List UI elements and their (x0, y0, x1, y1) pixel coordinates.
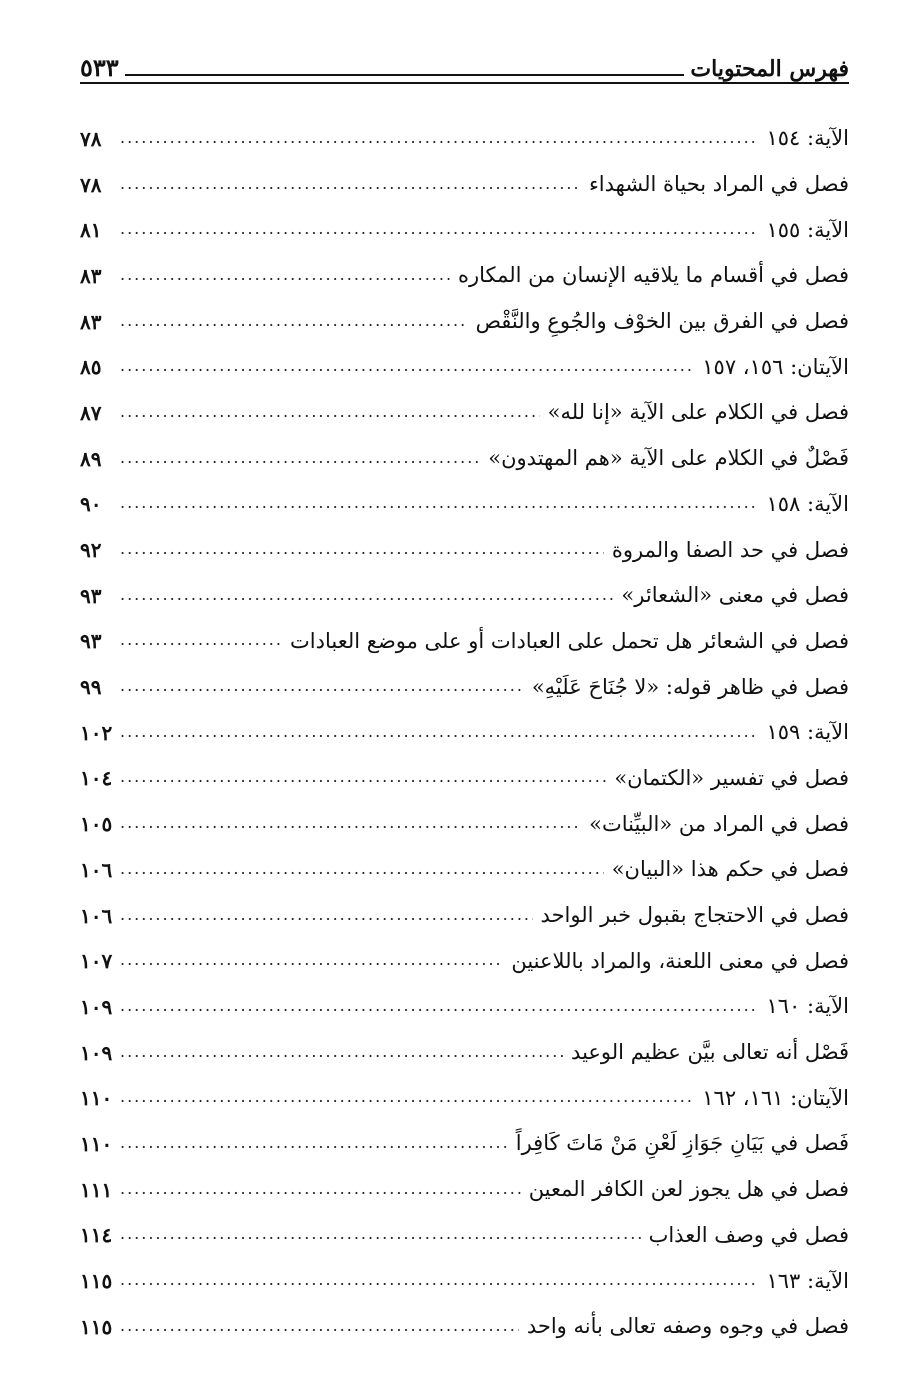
dot-leader (120, 1044, 563, 1062)
toc-entry-page: ١٠٩ (80, 1040, 113, 1065)
toc-entry-title: فصل في المراد بحياة الشهداء (588, 172, 849, 197)
header-divider (80, 82, 849, 84)
toc-entry (80, 1167, 849, 1213)
toc-entry-page: ٨٩ (80, 446, 102, 471)
toc-entry-page: ٨١ (80, 218, 102, 243)
toc-entry-page: ١١٤ (80, 1223, 113, 1248)
toc-entry-page: ١١٥ (80, 1269, 113, 1294)
dot-leader (120, 130, 758, 148)
dot-leader (120, 632, 282, 650)
dot-leader (120, 358, 694, 376)
toc-entry (80, 664, 849, 710)
toc-entry-title: فصل في الاحتجاج بقبول خبر الواحد (540, 903, 849, 928)
toc-entry-page: ٩٣ (80, 583, 102, 608)
toc-entry-title: فصل في معنى «الشعائر» (621, 583, 849, 608)
toc-entry-page: ٨٥ (80, 355, 102, 380)
toc-entry-title: فصل في معنى اللعنة، والمراد باللاعنين (511, 948, 849, 973)
dot-leader (120, 861, 604, 879)
dot-leader (120, 1272, 758, 1290)
toc-entry (80, 116, 849, 162)
toc-entry (80, 938, 849, 984)
dot-leader (120, 998, 758, 1016)
toc-entry-title: الآية: ١٥٤ (766, 126, 849, 151)
toc-entry-page: ١٠٥ (80, 812, 113, 837)
toc-entry (80, 162, 849, 208)
dot-leader (120, 724, 758, 742)
toc-entry-page: ٨٣ (80, 263, 102, 288)
toc-entry-title: الآية: ١٥٥ (766, 217, 849, 242)
page-header (80, 40, 849, 80)
toc-entry (80, 573, 849, 619)
dot-leader (120, 495, 758, 513)
toc-entry-title: الآية: ١٦٣ (766, 1268, 849, 1293)
toc-entry-title: فصل في وجوه وصفه تعالى بأنه واحد (526, 1314, 849, 1339)
toc-entry (80, 253, 849, 299)
toc-entry-page: ١١٥ (80, 1314, 113, 1339)
toc-entry (80, 1121, 849, 1167)
toc-entry-title: فصل في المراد من «البيِّنات» (589, 811, 849, 836)
toc-entry-page: ٨٣ (80, 309, 102, 334)
toc-entry-page: ٩٢ (80, 538, 102, 563)
table-of-contents (80, 116, 849, 1350)
toc-entry-page: ١٠٤ (80, 766, 113, 791)
toc-entry-title: فصل في تفسير «الكتمان» (614, 765, 849, 790)
toc-entry (80, 1075, 849, 1121)
toc-entry-page: ١١١ (80, 1177, 113, 1202)
toc-entry (80, 710, 849, 756)
toc-entry-title: فصل في أقسام ما يلاقيه الإنسان من المكاره (457, 263, 849, 288)
toc-entry (80, 390, 849, 436)
toc-entry-title: الآيتان: ١٥٦، ١٥٧ (702, 354, 849, 379)
toc-entry-title: الآية: ١٦٠ (766, 994, 849, 1019)
toc-entry (80, 1258, 849, 1304)
toc-entry (80, 1213, 849, 1259)
toc-entry-title: فصل في وصف العذاب (648, 1222, 849, 1247)
dot-leader (120, 404, 540, 422)
toc-entry (80, 527, 849, 573)
dot-leader (120, 450, 480, 468)
dot-leader (120, 952, 503, 970)
toc-entry-title: الآية: ١٥٩ (766, 720, 849, 745)
toc-entry (80, 801, 849, 847)
dot-leader (120, 267, 450, 285)
toc-entry (80, 619, 849, 665)
dot-leader (120, 1089, 694, 1107)
toc-entry-page: ١٠٢ (80, 720, 113, 745)
dot-leader (120, 1226, 641, 1244)
toc-entry-page: ٨٧ (80, 400, 102, 425)
toc-entry-title: فَصْلٌ في الكلام على الآية «هم المهتدون» (488, 446, 849, 471)
toc-entry (80, 344, 849, 390)
toc-entry (80, 299, 849, 345)
dot-leader (120, 587, 613, 605)
toc-entry (80, 847, 849, 893)
toc-entry-page: ١٠٦ (80, 857, 113, 882)
toc-entry-title: الآيتان: ١٦١، ١٦٢ (702, 1085, 849, 1110)
dot-leader (120, 176, 581, 194)
toc-entry (80, 482, 849, 528)
toc-entry-page: ١١٠ (80, 1131, 113, 1156)
dot-leader (120, 678, 524, 696)
dot-leader (120, 1135, 508, 1153)
toc-entry-page: ١٠٩ (80, 994, 113, 1019)
dot-leader (120, 769, 606, 787)
toc-entry-title: فصل في الشعائر هل تحمل على العبادات أو على موضع العبادات (290, 628, 849, 653)
dot-leader (120, 1181, 521, 1199)
toc-entry-page: ٧٨ (80, 172, 102, 197)
toc-entry-page: ١٠٧ (80, 949, 113, 974)
toc-entry-title: فَصل في بَيَانِ جَوَازِ لَعْنِ مَنْ مَاتَ كَافِراً (515, 1131, 849, 1156)
toc-entry-title: فصل في الفرق بين الخوْف والجُوعِ والنَّقْص (475, 309, 849, 334)
dot-leader (120, 815, 581, 833)
toc-entry-title: فصل في هل يجوز لعن الكافر المعين (528, 1177, 849, 1202)
toc-entry-title: فصل في ظاهر قوله: «لا جُنَاحَ عَلَيْهِ» (531, 674, 849, 699)
dot-leader (120, 1318, 519, 1336)
toc-entry-page: ٩٠ (80, 492, 102, 517)
toc-entry-page: ١١٠ (80, 1086, 113, 1111)
dot-leader (120, 907, 533, 925)
toc-entry (80, 756, 849, 802)
toc-entry-page: ٩٣ (80, 629, 102, 654)
dot-leader (120, 541, 604, 559)
running-title: فهرس المحتويات (690, 56, 849, 82)
dot-leader (120, 221, 758, 239)
toc-entry (80, 436, 849, 482)
toc-entry-title: فصل في الكلام على الآية «إنا لله» (547, 400, 849, 425)
toc-entry (80, 1030, 849, 1076)
toc-entry-title: الآية: ١٥٨ (766, 491, 849, 516)
toc-entry-title: فَصْل أنه تعالى بيَّن عظيم الوعيد (571, 1040, 849, 1065)
toc-entry (80, 893, 849, 939)
toc-entry (80, 207, 849, 253)
header-rule (125, 74, 685, 76)
toc-entry-page: ٧٨ (80, 126, 102, 151)
toc-entry-page: ٩٩ (80, 675, 102, 700)
toc-entry-title: فصل في حكم هذا «البيان» (611, 857, 849, 882)
dot-leader (120, 313, 468, 331)
toc-entry-page: ١٠٦ (80, 903, 113, 928)
toc-entry (80, 1304, 849, 1350)
toc-entry (80, 984, 849, 1030)
page-number: ٥٣٣ (80, 53, 119, 82)
toc-entry-title: فصل في حد الصفا والمروة (611, 537, 849, 562)
